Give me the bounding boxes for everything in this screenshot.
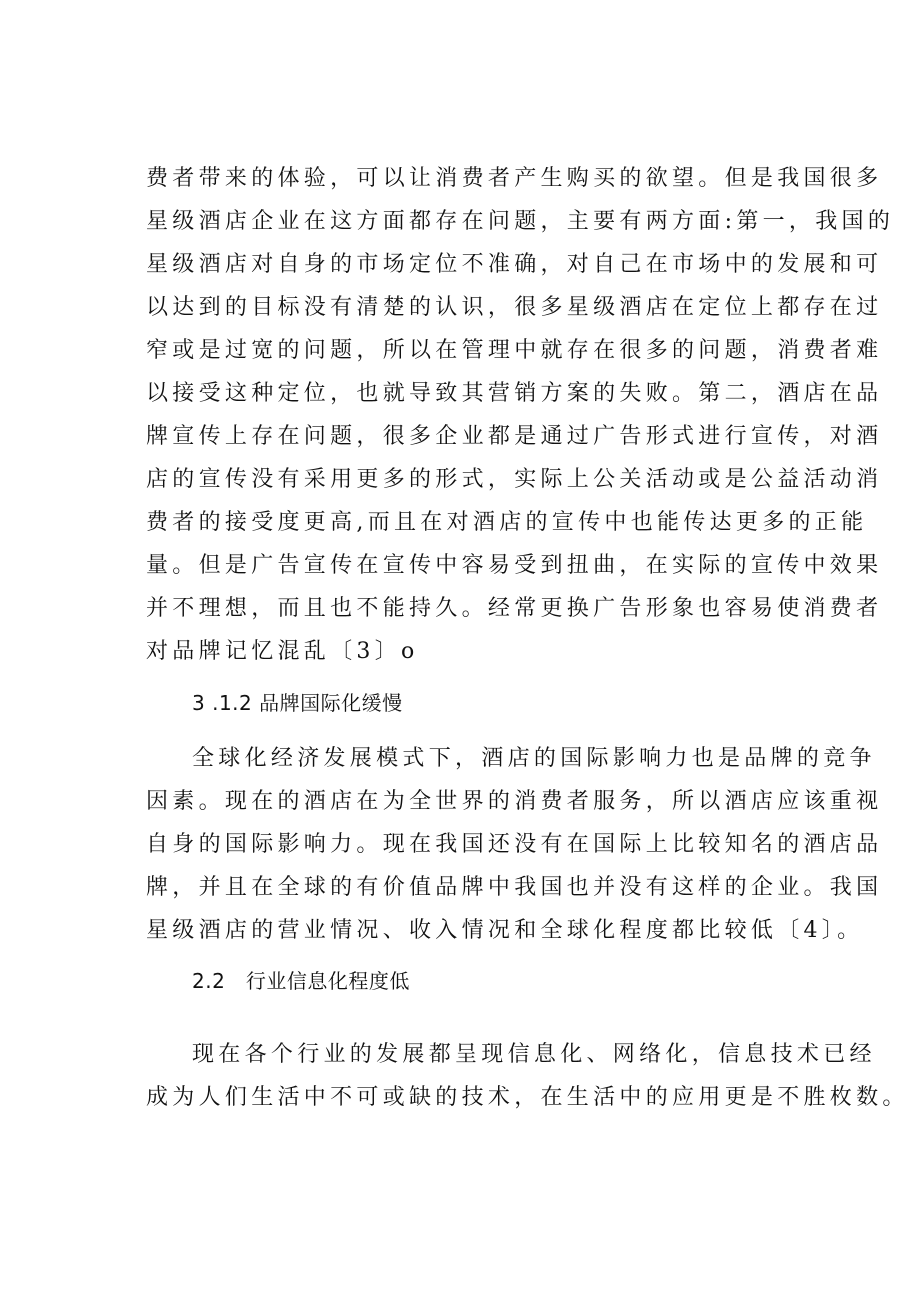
paragraph-3-line-1: 现在各个行业的发展都呈现信息化、网络化，信息技术已经 — [192, 1042, 876, 1067]
paragraph-1-line-11: 并不理想，而且也不能持久。经常更换广告形象也容易使消费者 — [146, 596, 883, 621]
paragraph-1-line-6: 以接受这种定位，也就导致其营销方案的失败。第二，酒店在品 — [146, 381, 883, 406]
paragraph-1-line-2: 星级酒店企业在这方面都存在问题，主要有两方面:第一，我国的 — [146, 209, 895, 234]
paragraph-1-line-5: 窄或是过宽的问题，所以在管理中就存在很多的问题，消费者难 — [146, 338, 883, 363]
section-heading-3-1-2: 3 .1.2 品牌国际化缓慢 — [192, 691, 403, 715]
paragraph-1-line-7: 牌宣传上存在问题，很多企业都是通过广告形式进行宣传，对酒 — [146, 424, 883, 449]
section-heading-2-2: 2.2 行业信息化程度低 — [192, 969, 410, 993]
paragraph-2-line-2: 因素。现在的酒店在为全世界的消费者服务，所以酒店应该重视 — [146, 789, 883, 814]
paragraph-3-line-2: 成为人们生活中不可或缺的技术，在生活中的应用更是不胜枚数。 — [146, 1085, 909, 1110]
paragraph-1-line-1: 费者带来的体验，可以让消费者产生购买的欲望。但是我国很多 — [146, 166, 883, 191]
paragraph-1-line-12: 对品牌记忆混乱〔3〕o — [146, 639, 419, 664]
paragraph-1-line-3: 星级酒店对自身的市场定位不准确，对自己在市场中的发展和可 — [146, 252, 883, 277]
paragraph-1-line-10: 量。但是广告宣传在宣传中容易受到扭曲，在实际的宣传中效果 — [146, 553, 883, 578]
paragraph-1-line-8: 店的宣传没有采用更多的形式，实际上公关活动或是公益活动消 — [146, 467, 883, 492]
paragraph-1-line-9: 费者的接受度更高,而且在对酒店的宣传中也能传达更多的正能 — [146, 510, 868, 535]
paragraph-2-line-1: 全球化经济发展模式下，酒店的国际影响力也是品牌的竞争 — [192, 746, 876, 771]
paragraph-2-line-4: 牌，并且在全球的有价值品牌中我国也并没有这样的企业。我国 — [146, 875, 883, 900]
paragraph-2-line-3: 自身的国际影响力。现在我国还没有在国际上比较知名的酒店品 — [146, 832, 883, 857]
paragraph-1-line-4: 以达到的目标没有清楚的认识，很多星级酒店在定位上都存在过 — [146, 295, 883, 320]
paragraph-2-line-5: 星级酒店的营业情况、收入情况和全球化程度都比较低〔4〕。 — [146, 918, 864, 943]
